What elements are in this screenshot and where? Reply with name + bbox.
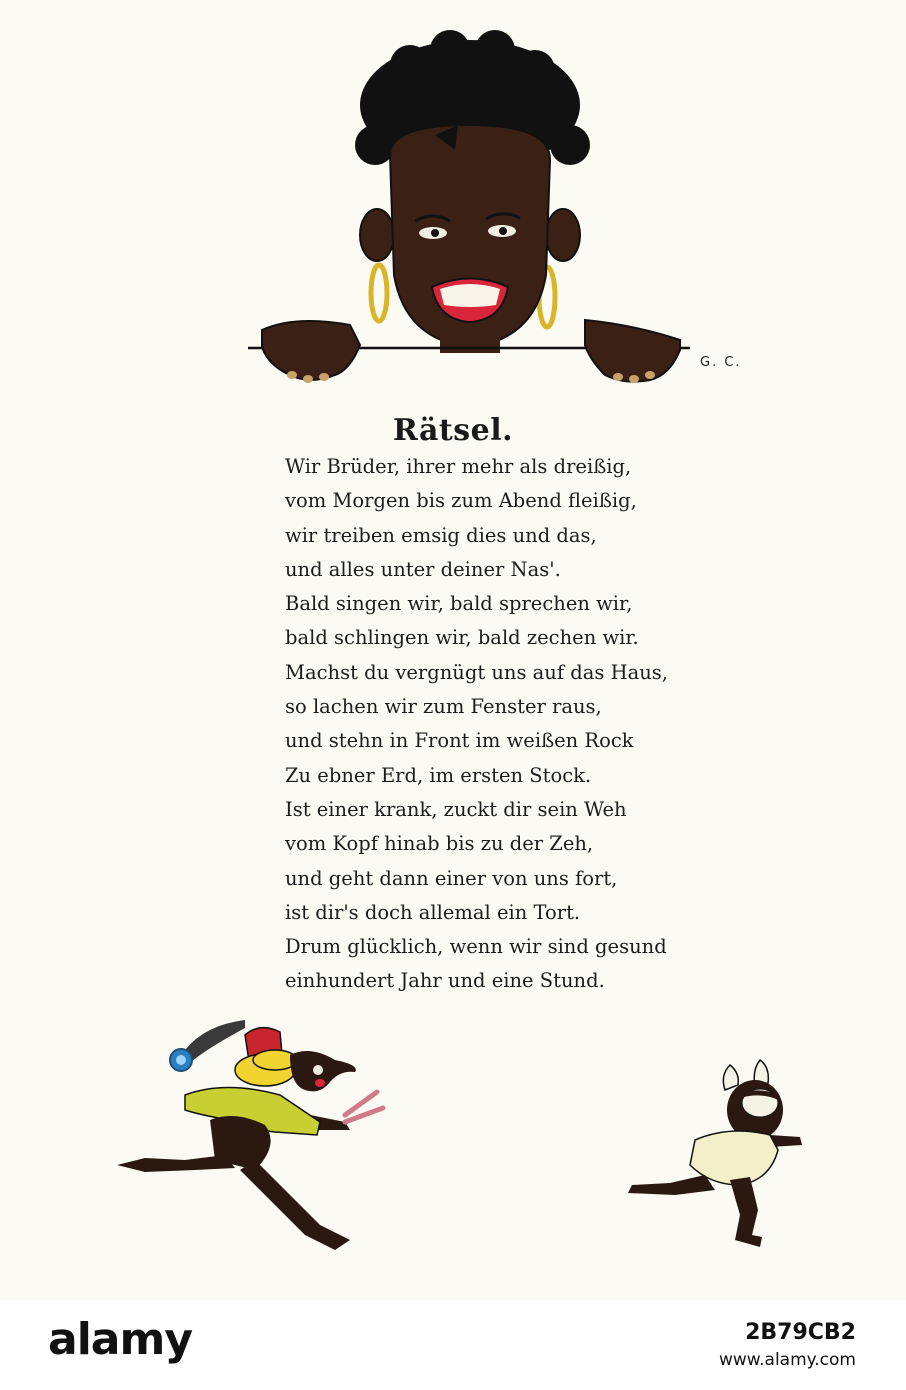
- poem-line: ist dir's doch allemal ein Tort.: [285, 900, 581, 924]
- poem-line: Wir Brüder, ihrer mehr als dreißig,: [285, 455, 632, 478]
- poem-title: Rätsel.: [392, 413, 514, 449]
- poem-line: wir treiben emsig dies und das,: [285, 523, 597, 547]
- poem-line: Drum glücklich, wenn wir sind gesund: [285, 935, 667, 959]
- poem-line: und geht dann einer von uns fort,: [285, 866, 618, 890]
- poem-line: einhundert Jahr und eine Stund.: [285, 969, 605, 993]
- footer-url: www.alamy.com: [718, 1350, 856, 1370]
- poem-line: so lachen wir zum Fenster raus,: [285, 695, 602, 719]
- running-figure-with-feather-hat: [105, 1010, 405, 1260]
- poem-line: vom Kopf hinab bis zu der Zeh,: [285, 832, 594, 856]
- artist-signature: G. C.: [700, 355, 742, 370]
- poem-line: Ist einer krank, zuckt dir sein Weh: [285, 797, 627, 821]
- poem-line: Bald singen wir, bald sprechen wir,: [285, 592, 633, 616]
- poem-line: und alles unter deiner Nas'.: [285, 557, 561, 581]
- stock-logo: alamy: [48, 1314, 192, 1365]
- running-figure-white-shirt: [620, 1055, 815, 1255]
- poem-line: Zu ebner Erd, im ersten Stock.: [285, 763, 592, 787]
- poem-line: Machst du vergnügt uns auf das Haus,: [285, 660, 668, 684]
- poem-line: und stehn in Front im weißen Rock: [285, 729, 634, 753]
- poem-text: [285, 450, 745, 999]
- peeking-face-illustration: [240, 25, 700, 390]
- poem-line: bald schlingen wir, bald zechen wir.: [285, 626, 639, 650]
- image-code: 2B79CB2: [745, 1320, 856, 1345]
- watermark-footer: [0, 1300, 906, 1390]
- poem-line: vom Morgen bis zum Abend fleißig,: [285, 489, 637, 513]
